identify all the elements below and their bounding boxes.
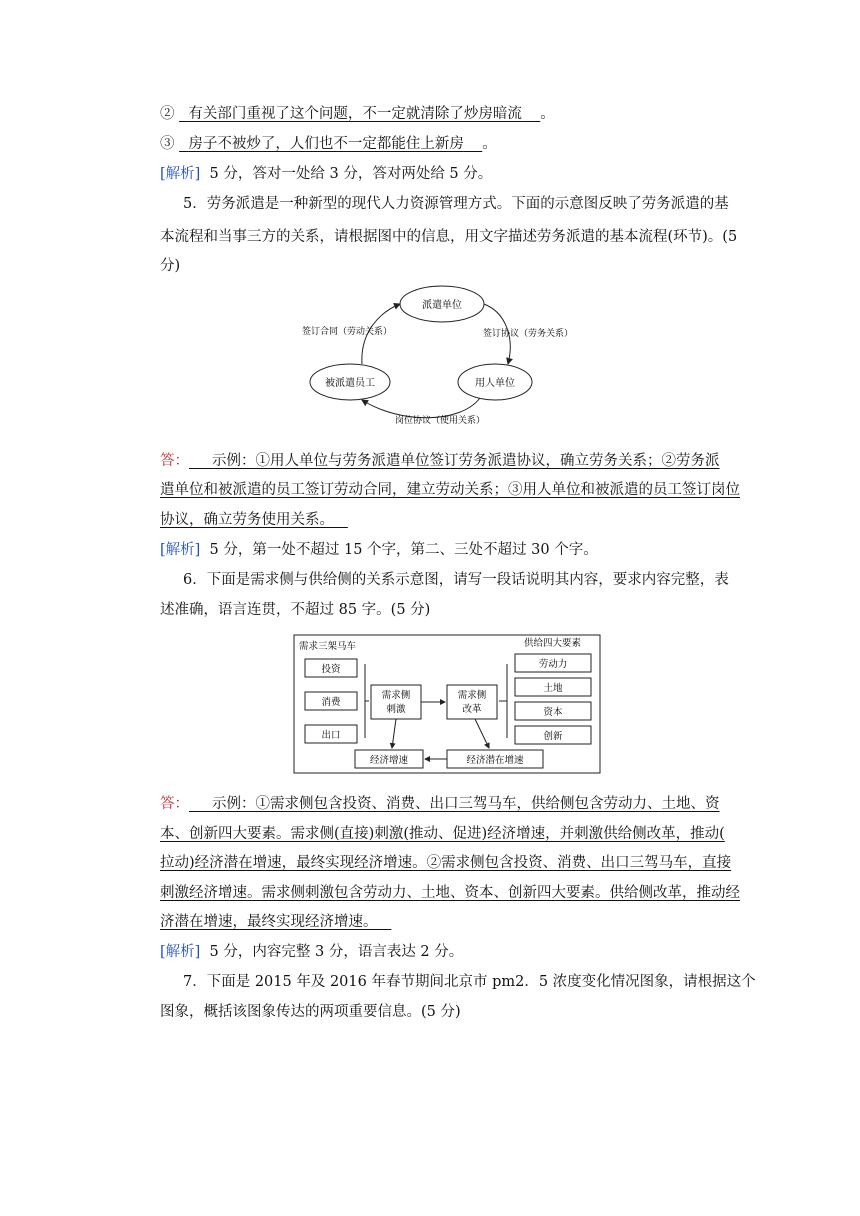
q5-stem-1: 5．劳务派遣是一种新型的现代人力资源管理方式。下面的示意图反映了劳务派遣的基 <box>183 196 729 212</box>
q5-stem-2: 本流程和当事三方的关系，请根据图中的信息，用文字描述劳务派遣的基本流程(环节)。(5 <box>160 229 738 245</box>
analysis-tag: [解析] <box>160 166 201 182</box>
left-title: 需求三架马车 <box>299 641 357 652</box>
analysis-tag: [解析] <box>160 542 201 558</box>
supply-item-label: 创新 <box>543 731 563 742</box>
q6-answer-1: 答： 示例：①需求侧包含投资、消费、出口三驾马车，供给侧包含劳动力、土地、资 <box>160 796 720 812</box>
supply-demand-diagram <box>293 634 601 774</box>
q5-answer-2: 遣单位和被派遣的员工签订劳动合同，建立劳动关系；③用人单位和被派遣的员工签订岗位 <box>160 482 740 498</box>
q5-answer-1: 答： 示例：①用人单位与劳务派遣单位签订劳务派遣协议，确立劳务关系；②劳务派 <box>160 453 720 469</box>
label-contract: 签订合同（劳动关系） <box>302 327 393 337</box>
q4-analysis <box>160 164 492 184</box>
node-employee-label: 被派遣员工 <box>325 378 375 389</box>
node-dispatch-unit-label: 派遣单位 <box>422 300 462 311</box>
q4-line-2: ② 有关部门重视了这个问题，不一定就清除了炒房暗流 。 <box>160 106 555 122</box>
box-stimulate-line1: 需求侧 <box>381 690 411 701</box>
analysis-text: 5 分，第一处不超过 15 个字，第二、三处不超过 30 个字。 <box>209 542 598 558</box>
box-stimulate-line2: 刺激 <box>386 704 406 715</box>
q5-analysis <box>160 540 598 560</box>
q6-answer-4: 刺激经济增速。需求侧刺激包含劳动力、土地、资本、创新四大要素。供给侧改革，推动经 <box>160 885 740 901</box>
q7-stem-2: 图象，概括该图象传达的两项重要信息。(5 分) <box>160 1004 461 1020</box>
supply-item-label: 土地 <box>543 683 563 694</box>
q6-answer-3: 拉动)经济潜在增速，最终实现经济增速。②需求侧包含投资、消费、出口三驾马车，直接 <box>160 855 732 871</box>
demand-item-label: 出口 <box>321 730 341 741</box>
right-title: 供给四大要素 <box>524 638 582 649</box>
analysis-tag: [解析] <box>160 944 201 960</box>
item-number: ③ <box>160 136 175 152</box>
arrow-post-agreement <box>362 398 480 418</box>
dispatch-flow-diagram <box>300 282 574 427</box>
label-post-agreement: 岗位协议（使用关系） <box>395 416 486 426</box>
q6-answer-2: 本、创新四大要素。需求侧(直接)刺激(推动、促进)经济增速，并刺激供给侧改革，推动( <box>160 826 725 842</box>
answer-tag: 答： <box>160 453 189 469</box>
answer-tag: 答： <box>160 796 189 812</box>
q6-analysis <box>160 942 463 962</box>
label-agreement: 签订协议（劳务关系） <box>483 329 574 339</box>
analysis-text: 5 分，答对一处给 3 分，答对两处给 5 分。 <box>209 166 493 182</box>
supply-item-label: 资本 <box>543 707 563 718</box>
supply-item-label: 劳动力 <box>538 659 568 670</box>
box-reform-line1: 需求侧 <box>457 690 487 701</box>
item-number: ② <box>160 106 175 122</box>
box-growth-label: 经济增速 <box>369 755 409 766</box>
demand-item-label: 消费 <box>321 697 341 708</box>
demand-item-label: 投资 <box>321 664 341 675</box>
box-potential-label: 经济潜在增速 <box>466 755 524 766</box>
analysis-text: 5 分，内容完整 3 分，语言表达 2 分。 <box>209 944 464 960</box>
q4-line-3: ③ 房子不被炒了，人们也不一定都能住上新房 。 <box>160 136 497 152</box>
q4-answer-3: 房子不被炒了，人们也不一定都能住上新房 <box>188 136 464 152</box>
box-reform-line2: 改革 <box>462 704 482 715</box>
q6-stem-1: 6．下面是需求侧与供给侧的关系示意图，请写一段话说明其内容，要求内容完整，表 <box>183 572 729 588</box>
q6-answer-5: 济潜在增速，最终实现经济增速。 <box>160 914 378 930</box>
q5-stem-3: 分) <box>160 258 181 274</box>
q4-answer-2: 有关部门重视了这个问题，不一定就清除了炒房暗流 <box>188 106 522 122</box>
node-employer-label: 用人单位 <box>475 378 515 389</box>
q7-stem-1: 7．下面是 2015 年及 2016 年春节期间北京市 pm2．5 浓度变化情况图象，请根据这个 <box>183 974 756 990</box>
q5-answer-3: 协议，确立劳务使用关系。 <box>160 512 334 528</box>
q6-stem-2: 述准确，语言连贯，不超过 85 字。(5 分) <box>160 602 431 618</box>
